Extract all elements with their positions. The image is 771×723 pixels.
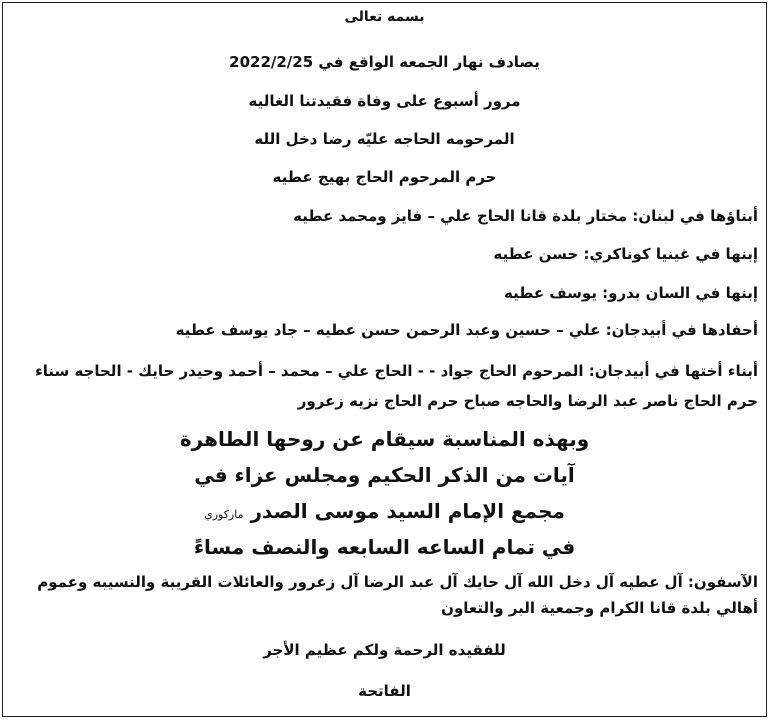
deceased-name: المرحومه الحاجه عليّه رضا دخل الله [254,130,515,148]
condolence-line: للفقيده الرحمة ولكم عظيم الأجر [263,641,506,659]
son-sanpedro: إبنها في السان بدرو: يوسف عطيه [504,284,758,302]
sister-children: أبناء أختها في أبيدجان: المرحوم الحاج جواد - - الحاج علي – محمد – أحمد وحيدر حايك - الحاجه سناء حرم الحاج ناصر عبد الرضا والحاجه صباح حرم الحاج نزيه زعرور [35,362,758,410]
obituary-notice [2,2,767,717]
announcement-line-1: وبهذه المناسبة سيقام عن روحها الطاهرة [179,427,590,451]
spouse-line: حرم المرحوم الحاج بهيج عطيه [272,168,497,186]
son-guinea: إبنها في غينيا كوناكري: حسن عطيه [493,245,758,263]
fatiha: الفاتحة [358,682,411,700]
basmala: بسمه تعالى [344,9,425,25]
occasion-line: مرور أسبوع على وفاة فقيدتنا الغاليه [248,92,521,110]
grandsons-line: أحفادها في أبيدجان: علي – حسين وعبد الرحمن حسن عطيه – جاد يوسف عطيه [175,321,758,339]
announcement-line-2: آيات من الذكر الحكيم ومجلس عزاء في [194,463,575,487]
venue-suffix: ماركوري [204,508,244,521]
mourners: الآسفون: آل عطيه آل دخل الله آل حايك آل عبد الرضا آل زعرور والعائلات القريبة والنسيبه وعموم أهالي بلدة قانا الكرام وجمعية البر والتعاون [37,573,758,617]
announcement-line-4: في تمام الساعه السابعه والنصف مساءً [193,535,576,559]
announcement-line-3 [11,499,758,523]
venue-name: مجمع الإمام السيد موسى الصدر [250,499,565,523]
date-line: يصادف نهار الجمعه الواقع في 2022/2/25 [229,53,540,71]
sons-lebanon: أبناؤها في لبنان: مختار بلدة قانا الحاج علي – فايز ومحمد عطيه [293,207,758,225]
